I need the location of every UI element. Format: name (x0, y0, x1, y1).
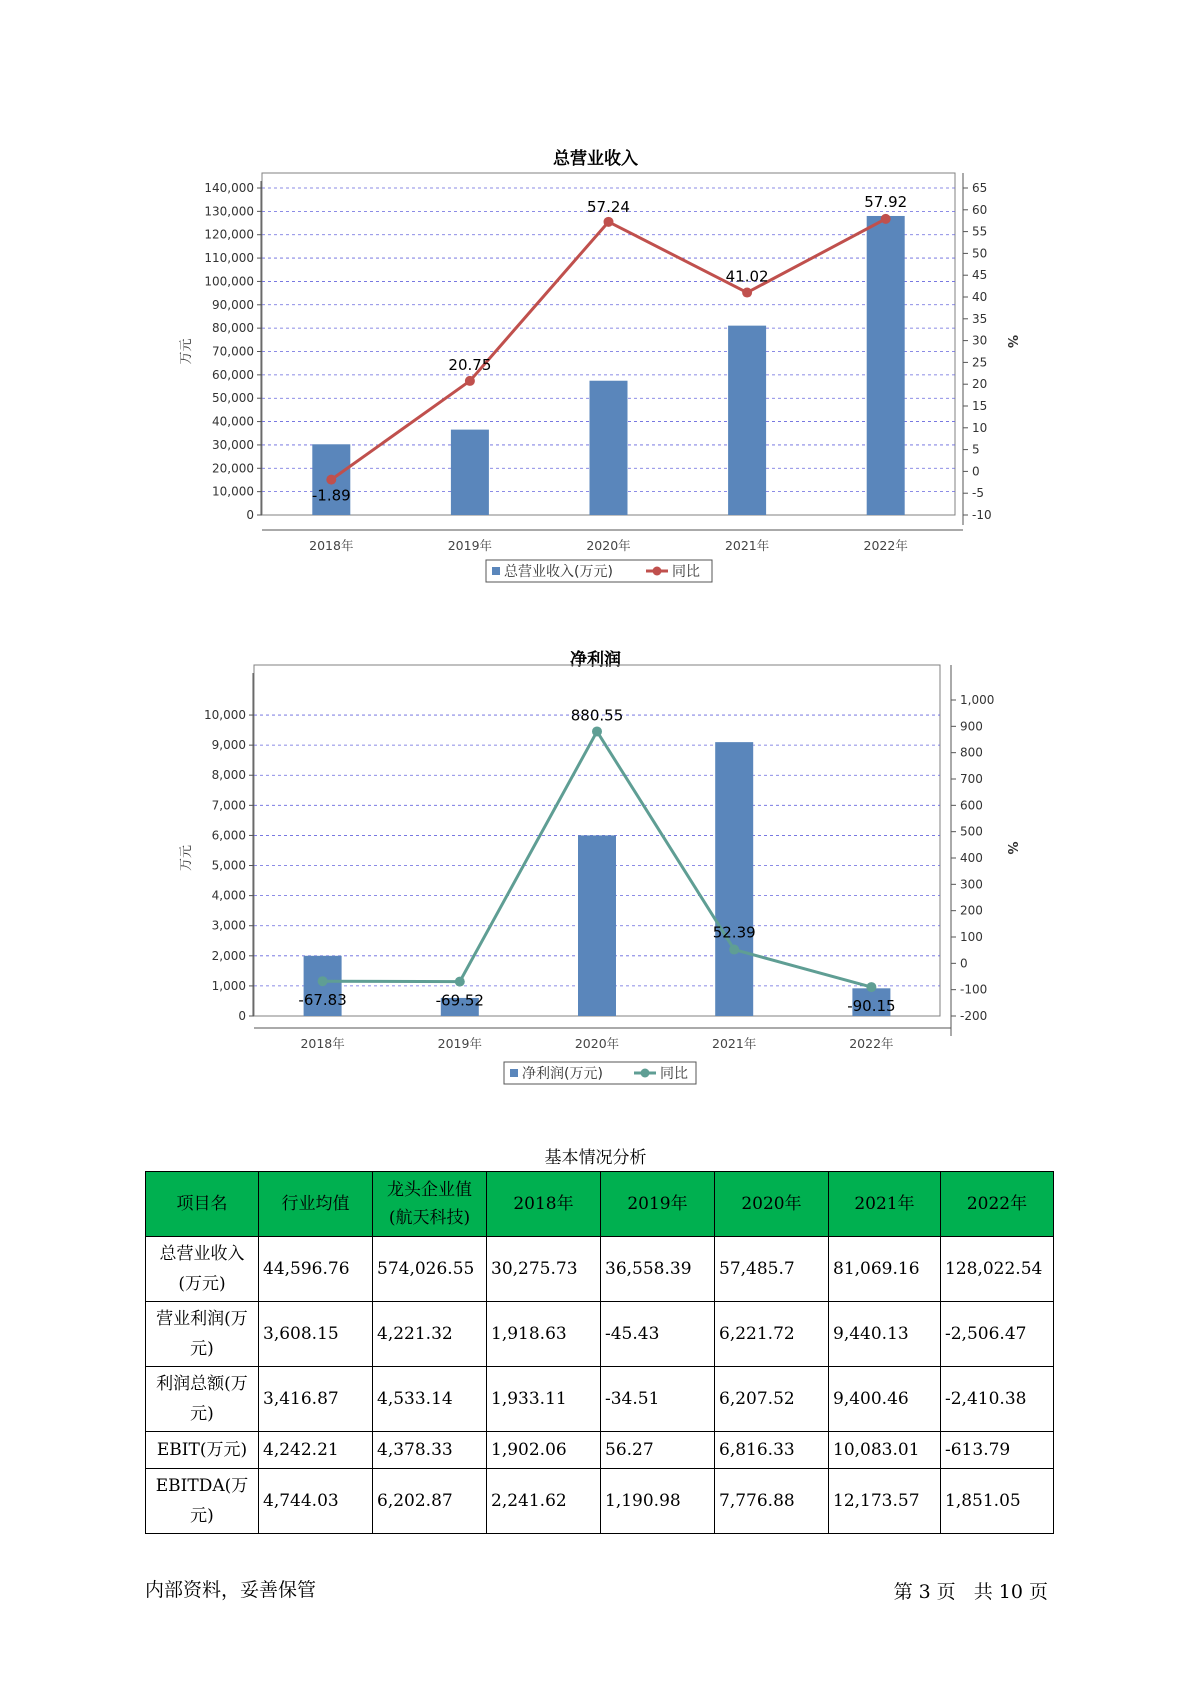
table-cell: 2,241.62 (487, 1469, 601, 1534)
yoy-point-3 (729, 945, 739, 955)
legend-bar-swatch (492, 567, 500, 575)
table-cell: -613.79 (941, 1432, 1054, 1469)
legend-line-label: 同比 (660, 1066, 688, 1082)
x-tick-label: 2021年 (724, 538, 770, 553)
y-axis-label: 万元 (179, 338, 194, 365)
y-tick-label: 4,000 (211, 888, 246, 903)
table-cell: 6,207.52 (715, 1367, 829, 1432)
y2-tick-label: 0 (972, 464, 980, 479)
yoy-point-4 (866, 982, 876, 992)
yoy-point-0 (318, 976, 328, 986)
table-cell: 12,173.57 (829, 1469, 941, 1534)
y-tick-label: 130,000 (204, 204, 254, 219)
table-header-cell: 2022年 (941, 1172, 1054, 1237)
y2-tick-label: 50 (972, 246, 988, 261)
table-cell: 9,440.13 (829, 1302, 941, 1367)
x-tick-label: 2018年 (300, 1036, 345, 1051)
legend-line-marker (653, 567, 662, 576)
table-cell: -45.43 (601, 1302, 715, 1367)
table-cell: -2,410.38 (941, 1367, 1054, 1432)
netprofit-chart (0, 680, 1191, 1100)
y2-tick-label: 65 (972, 181, 988, 195)
y2-tick-label: 800 (960, 745, 983, 760)
y2-tick-label: -5 (972, 486, 984, 501)
y2-tick-label: 900 (960, 719, 983, 734)
x-tick-label: 2022年 (849, 1036, 894, 1051)
table-caption: 基本情况分析 (544, 1148, 647, 1168)
yoy-data-label: 57.24 (587, 197, 630, 216)
legend-line-label: 同比 (672, 564, 700, 580)
y-tick-label: 0 (238, 1009, 246, 1023)
y2-tick-label: 5 (972, 442, 980, 457)
table-cell: 4,533.14 (373, 1367, 487, 1432)
basic-analysis-table (145, 1171, 1054, 1534)
bar-3 (728, 326, 766, 515)
table-header-cell: 行业均值 (259, 1172, 373, 1237)
y2-tick-label: 10 (972, 420, 988, 435)
yoy-data-label: 20.75 (448, 355, 492, 374)
yoy-data-label: -67.83 (298, 991, 347, 1010)
yoy-point-4 (881, 214, 891, 224)
yoy-point-3 (742, 288, 752, 298)
y-tick-label: 9,000 (211, 738, 246, 753)
table-header-cell: 2019年 (601, 1172, 715, 1237)
y-tick-label: 110,000 (204, 251, 254, 266)
table-cell: 6,221.72 (715, 1302, 829, 1367)
netprofit-chart-title: 净利润 (570, 650, 621, 670)
yoy-point-1 (455, 977, 465, 987)
x-tick-label: 2022年 (863, 538, 908, 553)
legend-bar-swatch (510, 1069, 518, 1077)
table-cell: 6,202.87 (373, 1469, 487, 1534)
y2-tick-label: 45 (972, 268, 988, 283)
table-row-label: EBIT(万元) (146, 1432, 259, 1469)
total-pages: 10 (998, 1581, 1023, 1603)
yoy-data-label: 880.55 (570, 706, 624, 725)
confidential-note: 内部资料，妥善保管 (145, 1579, 317, 1601)
bar-4 (867, 216, 905, 515)
y2-tick-label: 0 (960, 956, 968, 971)
table-cell: 36,558.39 (601, 1237, 715, 1302)
y-tick-label: 8,000 (211, 768, 246, 783)
x-tick-label: 2018年 (309, 538, 354, 553)
y2-axis-label: % (1004, 334, 1019, 349)
legend-bar-label: 总营业收入(万元) (504, 564, 613, 580)
yoy-data-label: 52.39 (712, 923, 756, 942)
y-tick-label: 50,000 (212, 391, 254, 406)
y-tick-label: 7,000 (211, 798, 246, 813)
table-row (146, 1367, 1054, 1432)
revenue-chart (0, 180, 1191, 600)
y2-tick-label: 30 (972, 333, 988, 348)
table-cell: 3,608.15 (259, 1302, 373, 1367)
table-cell: 30,275.73 (487, 1237, 601, 1302)
table-row-label: EBITDA(万元) (146, 1469, 259, 1534)
y-tick-label: 40,000 (212, 414, 254, 429)
table-cell: 4,378.33 (373, 1432, 487, 1469)
y-tick-label: 5,000 (211, 858, 246, 873)
table-cell: 1,933.11 (487, 1367, 601, 1432)
y-tick-label: 10,000 (204, 708, 246, 723)
y2-tick-label: -100 (960, 982, 988, 997)
bar-2 (590, 381, 628, 515)
x-tick-label: 2019年 (447, 538, 493, 553)
table-row (146, 1237, 1054, 1302)
table-cell: 4,242.21 (259, 1432, 373, 1469)
table-row-label: 营业利润(万元) (146, 1302, 259, 1367)
yoy-data-label: -90.15 (847, 997, 896, 1016)
y2-tick-label: 55 (972, 224, 988, 239)
y-tick-label: 1,000 (211, 978, 246, 993)
y2-tick-label: 15 (972, 399, 988, 413)
table-cell: 3,416.87 (259, 1367, 373, 1432)
table-header-cell: 2021年 (829, 1172, 941, 1237)
yoy-data-label: 57.92 (864, 192, 908, 211)
y-tick-label: 0 (246, 508, 254, 522)
table-cell: 56.27 (601, 1432, 715, 1469)
y2-tick-label: 200 (960, 903, 983, 918)
y-tick-label: 3,000 (211, 918, 246, 933)
table-cell: 44,596.76 (259, 1237, 373, 1302)
table-row (146, 1302, 1054, 1367)
yoy-point-0 (326, 475, 336, 485)
table-cell: 7,776.88 (715, 1469, 829, 1534)
table-cell: 574,026.55 (373, 1237, 487, 1302)
yoy-data-label: 41.02 (725, 267, 769, 286)
y-tick-label: 6,000 (211, 828, 246, 843)
x-tick-label: 2021年 (712, 1036, 757, 1051)
table-cell: 57,485.7 (715, 1237, 829, 1302)
table-cell: -2,506.47 (941, 1302, 1054, 1367)
y2-tick-label: -200 (960, 1009, 988, 1023)
y-tick-label: 60,000 (212, 367, 254, 382)
y2-tick-label: 35 (972, 311, 988, 326)
y2-tick-label: 60 (972, 202, 988, 217)
bar-2 (578, 835, 616, 1016)
y-axis-label: 万元 (179, 844, 194, 872)
table-header-cell: 项目名 (146, 1172, 259, 1237)
y-tick-label: 10,000 (212, 484, 254, 499)
y2-tick-label: 500 (960, 824, 983, 839)
bar-1 (451, 430, 489, 515)
y-tick-label: 90,000 (212, 297, 254, 312)
yoy-point-1 (465, 376, 475, 386)
table-row-label: 利润总额(万元) (146, 1367, 259, 1432)
page-number (891, 1577, 1051, 1604)
legend-bar-label: 净利润(万元) (522, 1066, 603, 1082)
y-tick-label: 2,000 (211, 948, 246, 963)
revenue-chart-title: 总营业收入 (553, 149, 638, 169)
table-cell: 1,851.05 (941, 1469, 1054, 1534)
y2-tick-label: 400 (960, 851, 983, 865)
x-tick-label: 2020年 (586, 538, 631, 553)
table-cell: 6,816.33 (715, 1432, 829, 1469)
page-word: 页 (936, 1581, 956, 1603)
table-cell: 4,744.03 (259, 1469, 373, 1534)
table-row-label: 总营业收入(万元) (146, 1237, 259, 1302)
y2-tick-label: 25 (972, 355, 988, 370)
y2-tick-label: 40 (972, 290, 988, 304)
page-prefix: 第 (893, 1581, 913, 1603)
y2-tick-label: 600 (960, 798, 983, 813)
bar-3 (715, 742, 753, 1016)
y-tick-label: 80,000 (212, 321, 254, 336)
table-header-cell: 2020年 (715, 1172, 829, 1237)
table-cell: 1,902.06 (487, 1432, 601, 1469)
page-suffix: 页 (1028, 1581, 1048, 1603)
table-cell: 128,022.54 (941, 1237, 1054, 1302)
y2-axis-label: % (1004, 841, 1019, 855)
current-page: 3 (918, 1581, 931, 1603)
y-tick-label: 100,000 (204, 274, 254, 289)
total-prefix: 共 (973, 1581, 993, 1603)
y-tick-label: 20,000 (212, 461, 254, 476)
y-tick-label: 140,000 (204, 181, 254, 195)
yoy-data-label: -69.52 (435, 991, 484, 1010)
table-header-cell: 2018年 (487, 1172, 601, 1237)
y-tick-label: 120,000 (204, 227, 254, 242)
table-cell: 81,069.16 (829, 1237, 941, 1302)
x-tick-label: 2020年 (574, 1036, 620, 1051)
table-cell: 1,918.63 (487, 1302, 601, 1367)
table-row (146, 1432, 1054, 1469)
y-tick-label: 70,000 (212, 344, 254, 359)
y2-tick-label: 20 (972, 377, 988, 392)
table-cell: 9,400.46 (829, 1367, 941, 1432)
legend-line-marker (641, 1069, 650, 1078)
y2-tick-label: 1,000 (960, 693, 995, 707)
yoy-data-label: -1.89 (311, 486, 351, 505)
table-cell: -34.51 (601, 1367, 715, 1432)
y2-tick-label: 700 (960, 772, 983, 786)
table-cell: 1,190.98 (601, 1469, 715, 1534)
table-header-cell: 龙头企业值(航天科技) (373, 1172, 487, 1237)
x-tick-label: 2019年 (437, 1036, 482, 1051)
y2-tick-label: 300 (960, 877, 983, 892)
table-cell: 10,083.01 (829, 1432, 941, 1469)
table-row (146, 1469, 1054, 1534)
table-cell: 4,221.32 (373, 1302, 487, 1367)
table-header-row (146, 1172, 1054, 1237)
y-tick-label: 30,000 (212, 437, 254, 452)
y2-tick-label: 100 (960, 930, 983, 944)
yoy-point-2 (604, 217, 614, 227)
yoy-point-2 (592, 726, 602, 736)
y2-tick-label: -10 (972, 508, 992, 522)
